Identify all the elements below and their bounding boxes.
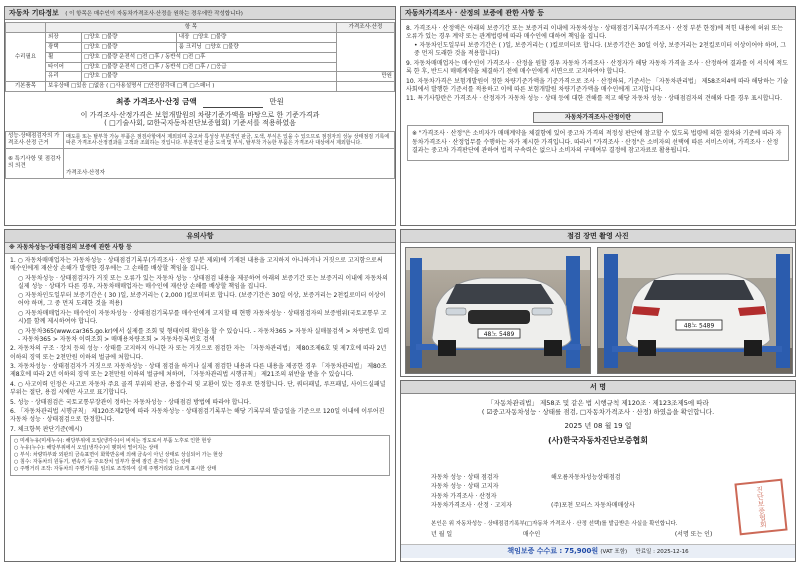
inspection-photo-front — [405, 247, 591, 374]
warranty-item: 8. 가격조사 · 산정액은 아래의 보증기간 또는 보증거리 이내에 자동차성능 · 상태점검기록부(가격조사 · 산정 부분 한정)에 적힌 내용에 허위 또는 오류가 있는 경우 계약 또는 관계법령에 따라 매수인에 대하여 책임을 집니다. — [406, 24, 783, 40]
row-options[interactable]: □양호 □불량 — [82, 72, 337, 82]
precaution-item: ○ 자동차365(www.car365.go.kr)에서 실제를 조회 및 형태이력 확인을 할 수 있습니다. - 자동차365 > 자동차 실매물검색 > 차량번호 입력 - 자동차365 > 자동차 이력조회 > 매매용차량조회 > 자동차등록번호 검색 — [18, 327, 390, 343]
basic-items-label: 기본품목 — [6, 82, 46, 92]
vehicle-other-info-header — [5, 7, 395, 20]
special-notes-label: ⑥ 특기사항 및 점검자의 의견 — [6, 148, 64, 178]
precaution-item: 2. 자동차의 구조 · 장치 등의 성능 · 상태를 고지하지 아니한 자 또는 거짓으로 점검한 자는 「자동차관리법」 제80조제6호 및 제7호에 따라 2년 이하의 징역 또는 2천만원 이하의 벌금에 처합니다. — [10, 345, 387, 361]
row-options[interactable]: □양호 □불량 — [82, 32, 177, 42]
price-warranty-header: 자동차가격조사 · 산정의 보증에 관한 사항 등 — [401, 7, 795, 20]
warranty-item: • 자동차인도일부터 보증기간은 ( )일, 보증거리는 ( )킬로미터로 합니다. (보증기간은 30일 이상, 보증거리는 2천킬로미터 이상이어야 하며, 그 중 먼저 도래한 것을 적용합니다) — [414, 42, 787, 58]
precaution-item: ○ 자동차매매업자는 매수인이 자동차성능 · 상태점검기록부를 매수인에게 고지할 때 현행 자동차성능 · 상태점검자의 보증범위(국토교통부 고시)를 함께 제시하여야 합니다. — [18, 310, 387, 326]
signature-panel — [400, 380, 796, 562]
fee-label: 책임보증 수수료 — [507, 547, 558, 555]
car-front-photo-image — [406, 248, 591, 374]
basis-line-1: 이 가격조사·산정가격은 보험개발원의 차량기준가액을 바탕으로 한 기준가격과 — [80, 110, 320, 119]
inspection-photos-panel — [400, 229, 796, 377]
association-seal: 진단보증협회 — [734, 479, 787, 536]
precaution-item: 3. 자동차성능 · 상태점검자가 거짓으로 자동차성능 · 상태 점검을 하거나 실제 점검한 내용과 다른 내용을 제공한 경우 「자동차관리법」 제80조제8호에 따라 2년 이하의 징역 또는 2천만원 이하의 벌금에 처하며, 「자동차관리법 시행규칙」 제21조의 위반을 받을 수 있습니다. — [10, 363, 387, 379]
price-warranty-panel — [400, 6, 796, 226]
repair-needed-label: 수리필요 — [6, 32, 46, 81]
fee-row: 책임보증 수수료 : 75,900원 (VAT 포함) 만료일 : 2025-12-16 — [401, 544, 795, 558]
price-note-text: ※ "가격조사 · 산정"은 소비자가 매매계약을 체결함에 있어 중고차 가격의 적정성 판단에 참고할 수 있도록 법령에 의한 절차와 기준에 따라 자동차가격조사 · 산정업무를 수행하는 자가 제시한 가격입니다. 따라서 "가격조사 · 산정"은 소비자의 선택에 따른 서비스이며, 가격조사 · 산정 결과는 중고차 가격판단에 관하여 법적 구속력은 없으나 소비자의 구매여부 결정에 참고자료로 활용됩니다. — [407, 125, 789, 160]
signature-statement-2: ( ☑중고자동차성능 · 상태를 점검, □자동차가격조사 · 산정) 하였음을 확인합니다. — [481, 408, 715, 417]
signer-row: 자동차가격조사 · 산정 · 고지자 (주)포천 모터스 자동차매매상사 — [431, 501, 635, 509]
precautions-panel — [4, 229, 396, 562]
date-year: 2025 — [564, 422, 583, 431]
basis-line-2: ( □기술사회, ☑한국자동차진단보증협회) 기준서를 적용하였음 — [104, 119, 296, 128]
signature-header: 서 명 — [401, 381, 795, 394]
row-label: 광택 — [46, 42, 82, 52]
receipt-row: 년 월 일 매수인 (서명 또는 인) — [431, 531, 713, 538]
row-options[interactable]: □양호 □불량 운전석 □전 □후 / 동반석 □전 □후 — [82, 52, 337, 62]
panel-subtitle: ( 이 항목은 매수인이 자동차가격조사·산정을 원하는 경우에만 작성합니다) — [65, 11, 243, 17]
signature-statement-1: 「자동차관리법」 제58조 및 같은 법 시행규칙 제120조 · 제123조제5에 따라 — [487, 399, 709, 407]
final-price-unit: 만원 — [269, 97, 284, 107]
row-label: 휠 — [46, 52, 82, 62]
repair-needed-table — [5, 22, 395, 92]
final-price-row — [5, 97, 395, 107]
grounds-text: 매도를 또는 탈부착 가능 부품은 점검사항에서 제외되며 중고차 특성상 부분적인 판금, 도색, 부식은 있을 수 있으므로 점검자의 성능 상태점검 기록에 따른 가격조사·산정결과를 고객과 조회하는 것입니다. 부분적인 판금 도색 및 부식, 탈부착 가능한 부품은 가격조사 대상에서 제외합니다. — [64, 132, 395, 149]
inspection-photo-rear — [597, 247, 793, 374]
panel-title: 자동차 기타정보 — [9, 9, 59, 17]
row-options[interactable]: □양호 □불량 운전석 □전 □후 / 동반석 □전 □후 / □응급 — [82, 62, 337, 72]
signer-row: 자동차 성능 · 상태 고지자 — [431, 483, 499, 491]
signer-row: 자동차 성능 · 상태 점검자 해오름자동차성능상태점검 — [431, 474, 621, 481]
association-name: (사)한국자동차진단보증협회 — [547, 436, 649, 445]
row-options[interactable]: □양호 □불량 — [82, 42, 177, 52]
warranty-item: 10. 자동차가격은 보험개발원이 정한 차량기준가액을 기준가격으로 조사 · 산정하되, 기준서는 「자동차관리법」 제58조의4에 따라 해당하는 기술사회에서 발행한 기준서를 적용하고 이에 따른 보험개발원 차량기준가액을 매수인에게 고지합니다. — [406, 77, 789, 93]
criteria-line: ○ 부식: 차량하부와 외판의 금속표면이 화학반응에 의해 금속이 아닌 상태로 상실되어 가는 현상 — [14, 452, 223, 459]
warranty-item: 9. 자동차매매업자는 매수인이 가격조사 · 산정을 원할 경우 자동차 가격조사 · 산정자가 해당 자동차 가격을 조사 · 산정하여 결과를 이 서식에 적도록 한 후, 반드시 매매계약을 체결하기 전에 매수인에게 서면으로 고지하여야 합니다. — [406, 59, 788, 75]
grounds-label: 성능·상태점검자의 가격조사·산정 근거 — [6, 132, 64, 149]
grounds-table — [5, 131, 395, 179]
price-note-title: 자동차가격조사·산정이란 — [533, 112, 663, 124]
car-rear-photo-image — [598, 248, 793, 374]
fee-expiry: 만료일 : 2025-12-16 — [635, 549, 689, 555]
precaution-item: 4. ○ 사고이력 인정은 사고로 자동차 주요 골격 부위의 판금, 용접수리 및 교환이 있는 경우로 한정합니다. 단, 쿼터패널, 루프패널, 사이드실패널 부위는 절단, 용접 시에만 사고로 표기합니다. — [10, 380, 386, 396]
precaution-item: 1. ○ 자동차매매업자는 자동차성능 · 상태점검기록부(가격조사 · 산정 부분 제외)에 기재된 내용을 고지하지 아니하거나 거짓으로 고지함으로써 매수인에게 재산상 손해가 발생한 경우에는 그 손해를 배상할 책임을 집니다. — [10, 257, 383, 273]
signature-date: 2025 년 08 월 19 일 — [564, 422, 632, 431]
warranty-item: 11. 특기사항란은 가격조사 · 산정자가 자동차 성능 · 상태 등에 대한 견해를 적고 해당 자동차 성능 · 상태점검자의 견해와 다를 경우 표시합니다. — [406, 95, 783, 103]
signer-list — [431, 473, 751, 510]
row-label: 타이어 — [46, 62, 82, 72]
fee-amount: 75,900원 — [564, 547, 599, 555]
criteria-line: ○ 침수: 자동차의 원동기, 변속기 등 주요장치 일부가 물에 잠긴 흔적이 있는 상태 — [14, 459, 191, 466]
final-price-label: 최종 가격조사·산정 금액 — [116, 97, 197, 107]
final-price-field[interactable] — [203, 97, 263, 107]
vehicle-other-info-panel — [4, 6, 396, 226]
precaution-item: 5. 성능 · 상태점검은 국토교통부장관이 정하는 자동차성능 · 상태점검 방법에 따라야 합니다. — [10, 398, 252, 406]
precaution-item: ○ 자동차인도일부터 보증기간은 ( 30 )일, 보증거리는 ( 2,000 )킬로미터로 합니다. (보증기간은 30일 이상, 보증거리는 2천킬로미터 이상이어야 하며, 그 중 먼저 도래한 것을 적용) — [18, 292, 386, 308]
criteria-line: ○ 주행거리 조작: 자동차의 주행거리를 임의로 조작하여 실제 주행거리와 다르게 표시한 상태 — [14, 466, 217, 473]
front-plate-text: 48노 5489 — [483, 331, 515, 338]
row-label: 외장 — [46, 32, 82, 42]
unit-label: 만원 — [337, 72, 395, 82]
inspection-photos-header: 점검 장면 촬영 사진 — [401, 230, 795, 243]
signer-row: 자동차 가격조사 · 산정자 — [431, 492, 497, 500]
warranty-subtitle: ※ 자동차성능·상태점검의 보증에 관한 사항 등 — [5, 243, 395, 254]
criteria-line: ○ 누유(누수): 해당부위에서 오일(냉각수)이 맺혀서 떨어지는 상태 — [14, 445, 159, 452]
row-options-2[interactable]: 내장 □양호 □불량 — [176, 32, 336, 42]
precaution-item: 7. 체크항목 판단기준(예시) — [10, 425, 83, 433]
price-column-header: 가격조사·산정 — [337, 23, 395, 33]
date-day: 19 — [613, 422, 623, 431]
precaution-item: 6. 「자동차관리법 시행규칙」 제120조제2항에 따라 자동차성능 · 상태점검기록부는 해당 기록부의 발급일을 기준으로 120일 이내에 이루어진 자동차 성능 · 상태점검으로 한정합니다. — [10, 408, 385, 424]
row-options-2[interactable]: 룸 크리닝 □양호 □불량 — [176, 42, 336, 52]
special-notes-field[interactable]: 가격조사·산정자 — [64, 148, 395, 178]
basic-items-options[interactable]: 보유상태 □있음 □없음 ( □사용설명서 □안전삼각대 □잭 □스패너 ) — [46, 82, 337, 92]
precaution-item: ○ 자동차성능 · 상태점검자가 거짓 또는 오류가 있는 자동차 성능 · 상태점검 내용을 제공하여 아래의 보증기간 또는 보증거리 이내에 자동차의 실제 성능 · 상태가 다른 경우, 자동차매매업자는 매수인에 재산상 손해를 배상할 책임을 집니다. — [18, 274, 388, 290]
rear-plate-text: 48노 5489 — [683, 322, 715, 330]
row-label: 유리 — [46, 72, 82, 82]
receipt-statement: 본인은 위 자동차성능 · 상태점검기록부(□자동차 가격조사 · 산정 선택)를 발급받은 사실을 확인합니다. — [431, 521, 678, 527]
precautions-header: 유의사항 — [5, 230, 395, 243]
date-month: 08 — [593, 422, 603, 431]
criteria-line: ○ 미세누유(미세누수): 해당부위에 오일(냉각수)이 비치는 정도로서 부품 노후로 인한 현상 — [14, 438, 212, 445]
item-column-header: 항 목 — [46, 23, 337, 33]
fee-note: (VAT 포함) — [600, 549, 628, 555]
criteria-box — [10, 435, 390, 476]
